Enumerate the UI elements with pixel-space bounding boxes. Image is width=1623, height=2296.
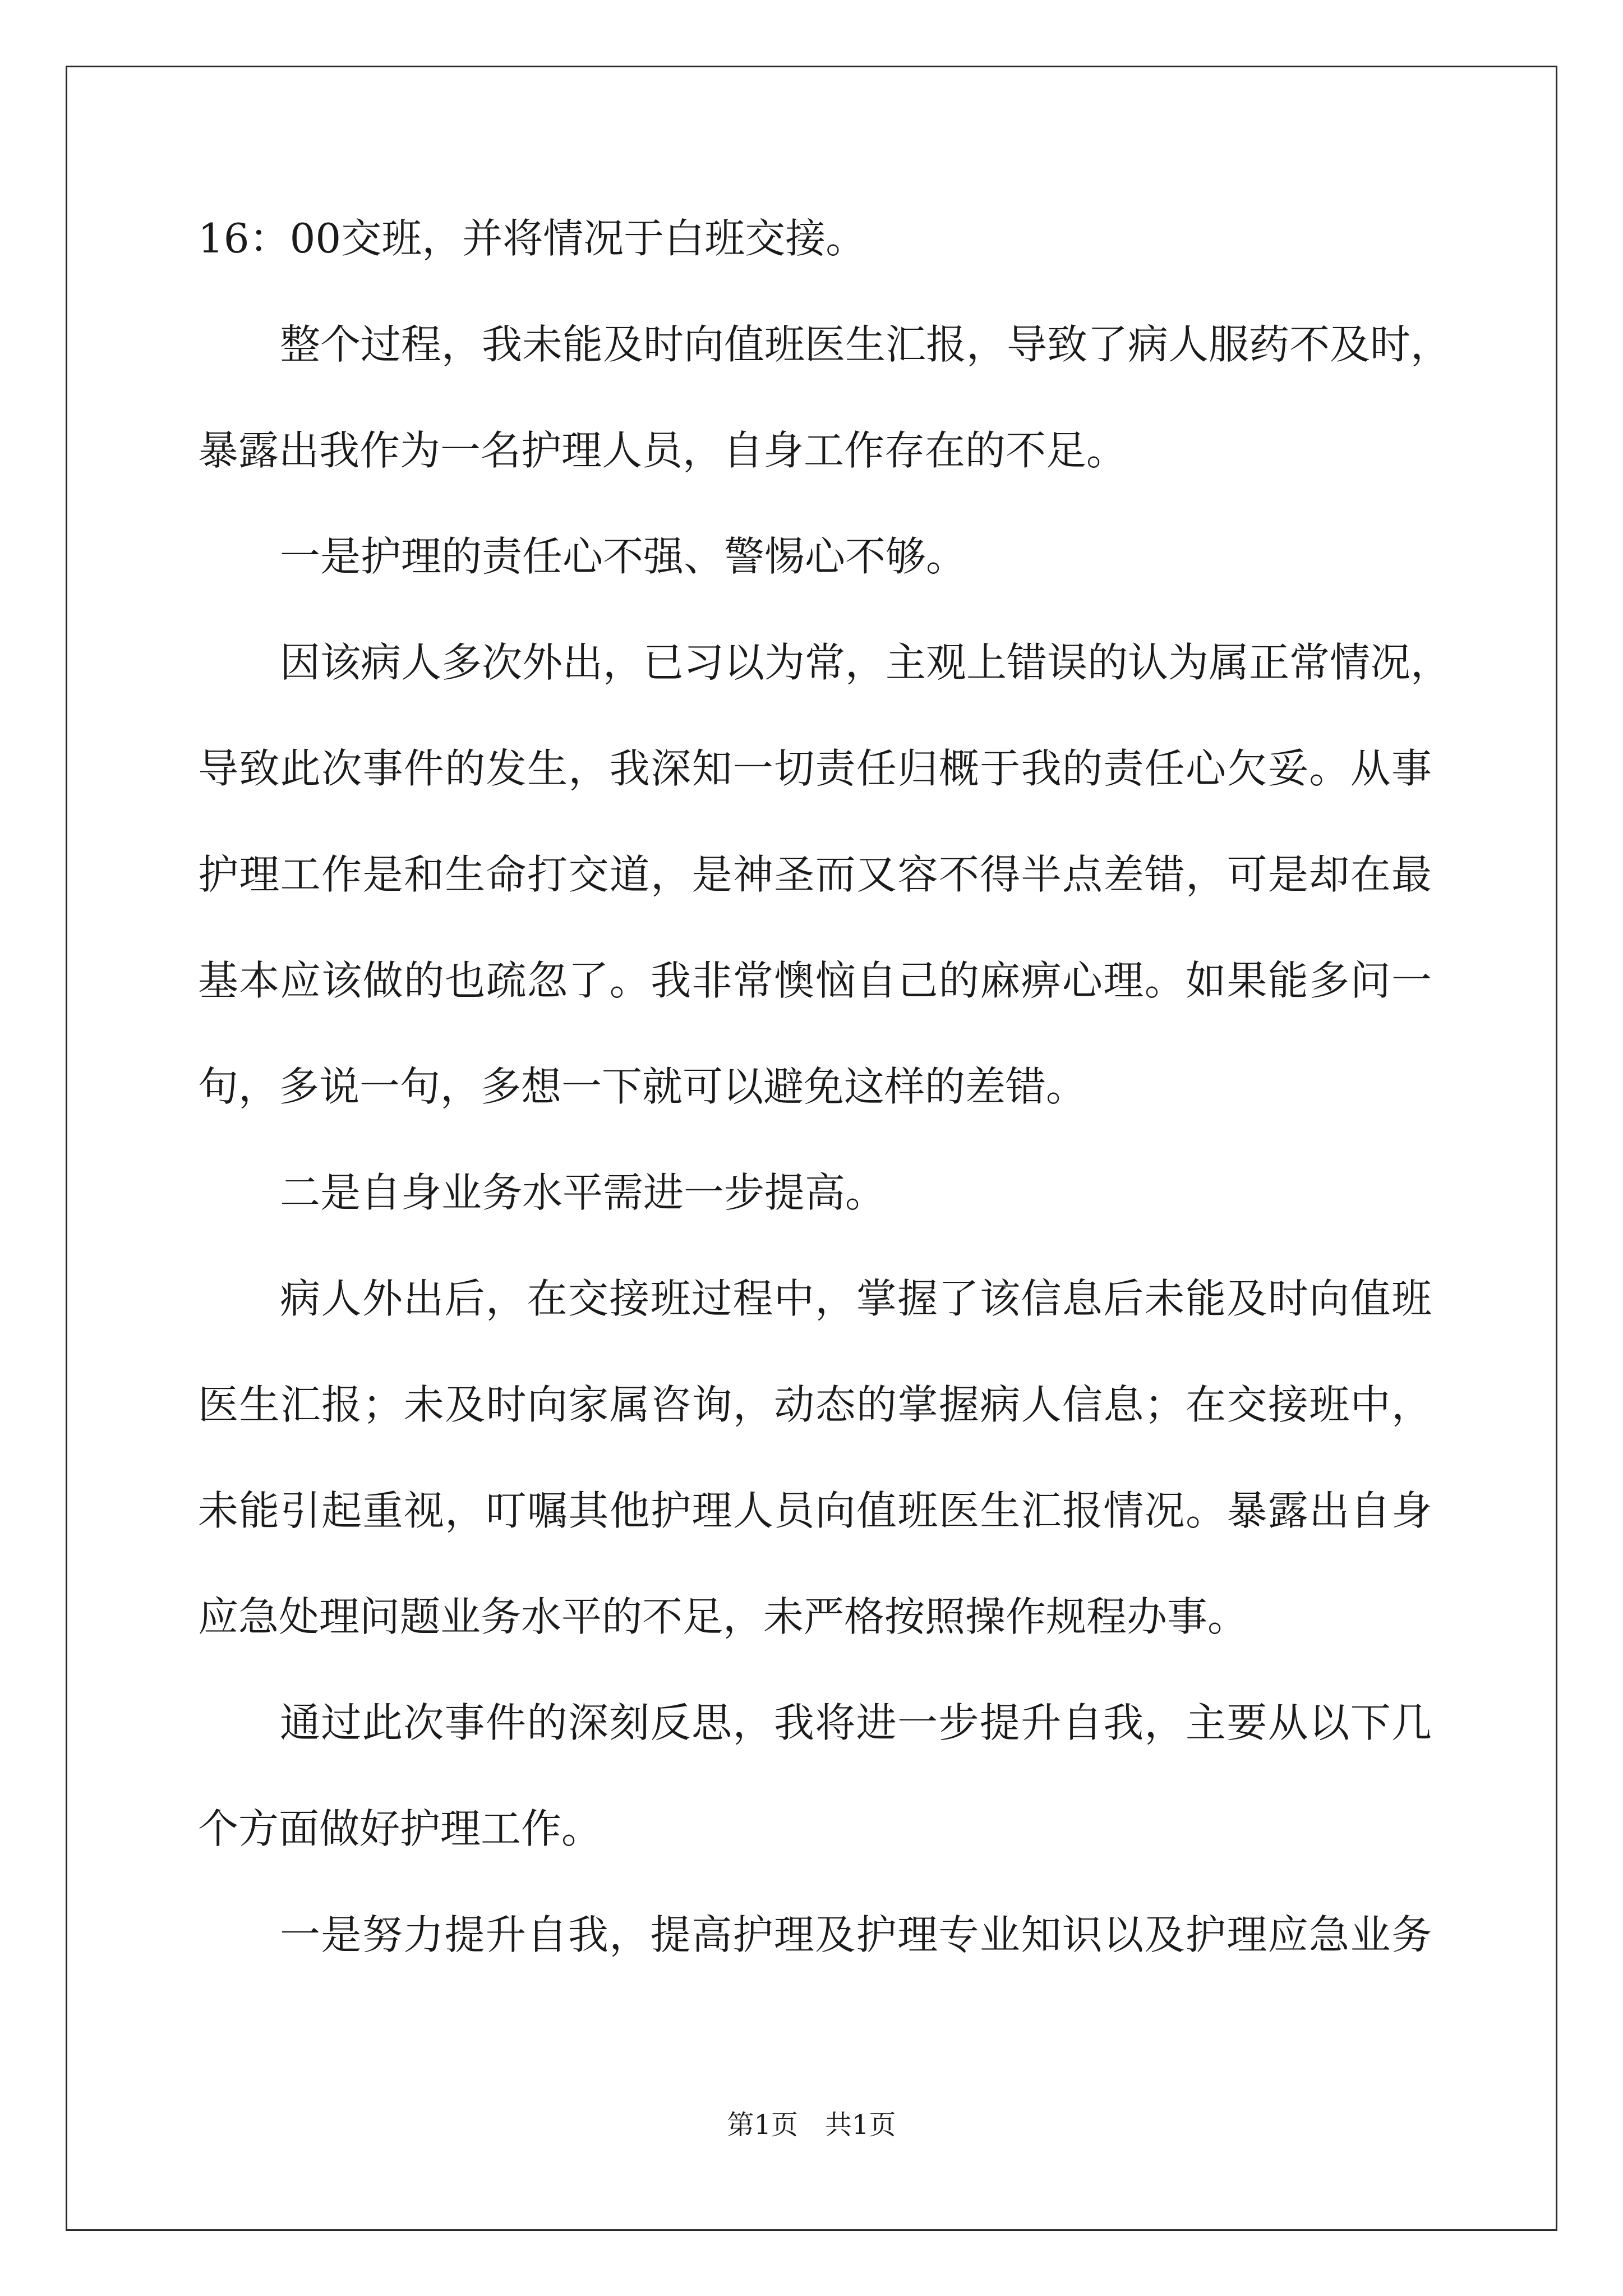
- text-line: 未能引起重视，叮嘱其他护理人员向值班医生汇报情况。暴露出自身: [198, 1487, 1432, 1534]
- paragraph-first-line: 二是自身业务水平需进一步提高。: [280, 1169, 886, 1216]
- page-footer: [0, 2108, 1623, 2142]
- paragraph-first-line: 通过此次事件的深刻反思，我将进一步提升自我，主要从以下几: [280, 1699, 1432, 1746]
- text-line: 医生汇报；未及时向家属咨询，动态的掌握病人信息；在交接班中，: [198, 1381, 1432, 1428]
- document-body: [198, 208, 1451, 2010]
- page-number-total: 共1页: [825, 2109, 896, 2141]
- text-line: 基本应该做的也疏忽了。我非常懊恼自己的麻痹心理。如果能多问一: [198, 957, 1432, 1004]
- paragraph-first-line: 因该病人多次外出，已习以为常，主观上错误的认为属正常情况，: [280, 639, 1451, 686]
- paragraph-first-line: 病人外出后，在交接班过程中，掌握了该信息后未能及时向值班: [280, 1275, 1432, 1322]
- page-number-current: 第1页: [727, 2109, 798, 2141]
- text-line: 句，多说一句，多想一下就可以避免这样的差错。: [198, 1063, 1087, 1110]
- paragraph-first-line: 一是护理的责任心不强、警惕心不够。: [280, 533, 967, 580]
- text-line: 应急处理问题业务水平的不足，未严格按照操作规程办事。: [198, 1593, 1248, 1640]
- text-line: 暴露出我作为一名护理人员，自身工作存在的不足。: [198, 427, 1127, 474]
- text-line: 16：00交班，并将情况于白班交接。: [198, 215, 866, 262]
- text-line: 个方面做好护理工作。: [198, 1805, 602, 1852]
- paragraph-first-line: 一是努力提升自我，提高护理及护理专业知识以及护理应急业务: [280, 1911, 1432, 1958]
- paragraph-first-line: 整个过程，我未能及时向值班医生汇报，导致了病人服药不及时，: [280, 321, 1451, 368]
- text-line: 导致此次事件的发生，我深知一切责任归概于我的责任心欠妥。从事: [198, 745, 1432, 792]
- text-line: 护理工作是和生命打交道，是神圣而又容不得半点差错，可是却在最: [198, 851, 1432, 898]
